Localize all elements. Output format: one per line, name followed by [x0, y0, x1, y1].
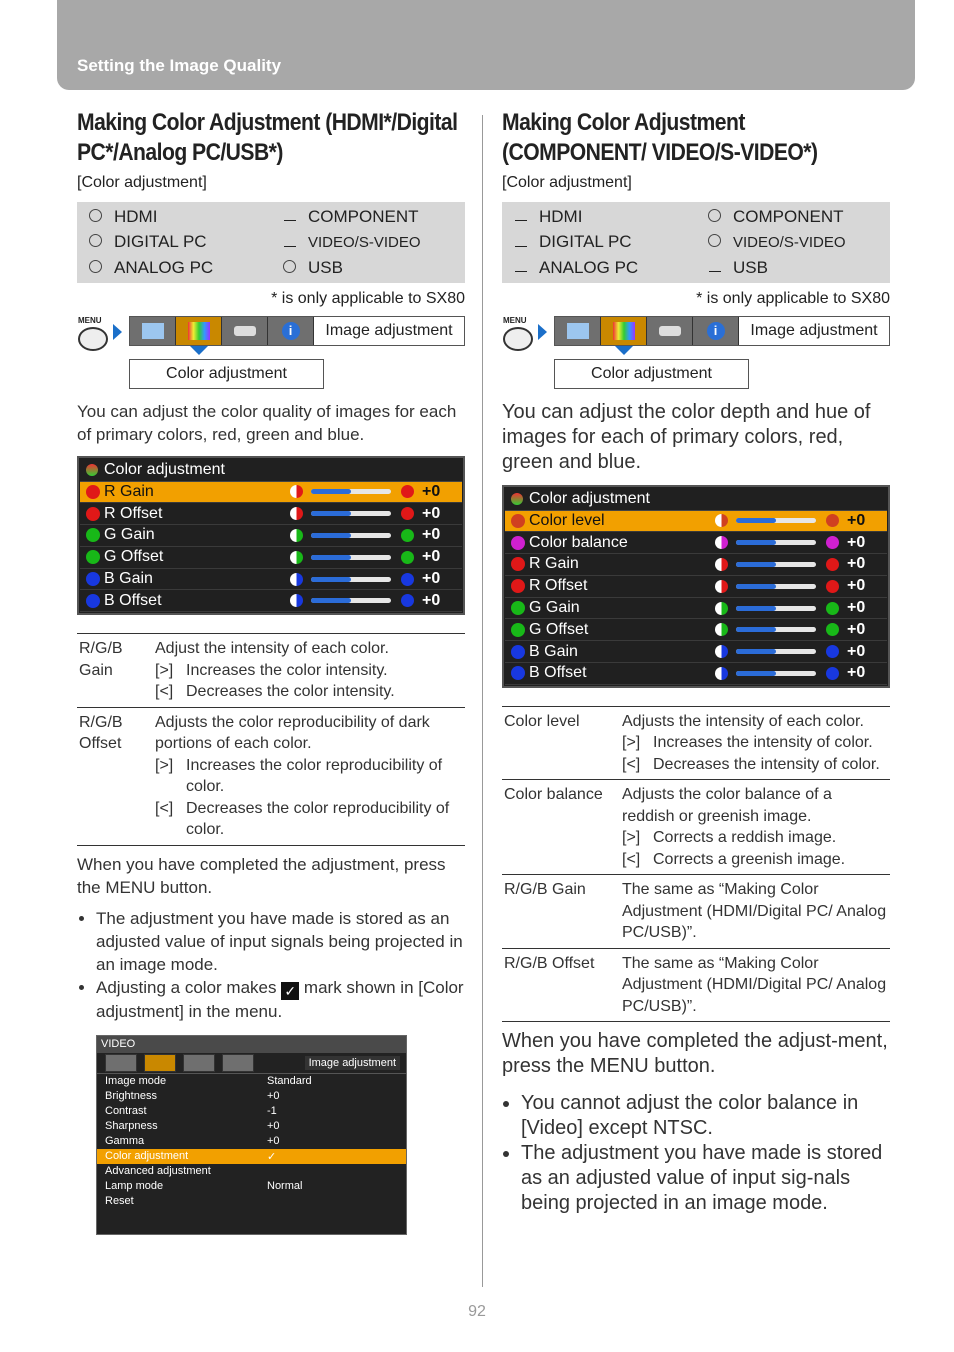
arrow-right-icon — [113, 324, 122, 340]
image-adjustment-tab-label: Image adjustment — [325, 321, 453, 339]
definition-text: The same as “Making Color Adjustment (HDMI/Digital PC/ Analog PC/USB)”. — [622, 954, 887, 1015]
min-level-icon — [715, 602, 728, 615]
level-slider — [311, 489, 391, 494]
min-level-icon — [715, 580, 728, 593]
checkmark-icon: ✓ — [281, 982, 299, 1000]
osd-row — [505, 619, 887, 641]
definition-term: Color balance — [504, 786, 603, 804]
definition-item — [622, 732, 888, 754]
menu-tabs — [554, 316, 890, 346]
color-channel-icon — [86, 507, 100, 521]
video-tab-label: Image adjustment — [305, 1056, 400, 1070]
right-osd-screen — [502, 485, 890, 688]
color-channel-icon — [511, 514, 525, 528]
osd-title — [80, 459, 462, 482]
column-divider — [482, 115, 483, 1287]
min-level-icon — [290, 573, 303, 586]
right-column — [502, 108, 890, 1216]
input-row — [77, 230, 465, 256]
right-bullets — [502, 1091, 890, 1216]
key-symbol: [<] — [622, 850, 641, 868]
osd-title-text: Color adjustment — [104, 460, 225, 478]
key-effect: Decreases the color reproducibility of color. — [186, 799, 450, 839]
osd-item-name: G Offset — [104, 548, 164, 566]
video-menu-item: Contrast — [105, 1105, 147, 1118]
left-note: * is only applicable to SX80 — [271, 289, 465, 307]
max-level-icon — [826, 536, 839, 549]
osd-row — [80, 482, 462, 504]
menu-button-icon — [502, 315, 534, 348]
definition-term: R/G/B Gain — [504, 881, 586, 899]
definition-row — [502, 780, 890, 875]
right-input-table — [502, 202, 890, 283]
right-subhead: [Color adjustment] — [502, 174, 632, 191]
definition-text: Adjusts the intensity of each color. — [622, 712, 864, 730]
max-level-icon — [826, 514, 839, 527]
min-level-icon — [290, 551, 303, 564]
min-level-icon — [290, 529, 303, 542]
right-intro: You can adjust the color depth and hue of images for each of primary colors, red, green and blue. — [502, 400, 871, 473]
definition-item — [155, 681, 463, 703]
video-menu-item: Sharpness — [105, 1120, 158, 1133]
osd-item-value: +0 — [847, 664, 866, 682]
color-adjustment-box: Color adjustment — [554, 359, 749, 389]
left-subhead: [Color adjustment] — [77, 174, 207, 191]
color-adjust-icon — [86, 464, 98, 476]
bullet-item — [96, 976, 465, 1023]
min-level-icon — [715, 558, 728, 571]
max-level-icon — [401, 594, 414, 607]
osd-row — [80, 569, 462, 591]
image-adjustment-tab-label: Image adjustment — [750, 321, 878, 339]
osd-row — [80, 547, 462, 569]
video-menu-row — [97, 1104, 406, 1119]
input-name: ANALOG PC — [114, 257, 214, 277]
level-slider — [736, 606, 816, 611]
circle-icon — [89, 234, 102, 247]
bullet-item: • The adjustment you have made is stored as an adjusted value of input sig-nals being projected in an image mode. — [521, 1141, 890, 1216]
outro-text: When you have completed the adjust-ment, press the — [502, 1030, 888, 1078]
color-channel-icon — [86, 550, 100, 564]
video-menu-item: Gamma — [105, 1135, 145, 1148]
color-channel-icon — [511, 623, 525, 637]
osd-title-text: Color adjustment — [529, 489, 650, 507]
input-name: COMPONENT — [733, 206, 844, 226]
osd-item-name: Color balance — [529, 533, 628, 551]
osd-row — [505, 663, 887, 685]
osd-item-name: G Offset — [529, 620, 589, 638]
right-note: * is only applicable to SX80 — [696, 289, 890, 307]
osd-row — [80, 525, 462, 547]
menu-label: MENU — [503, 315, 527, 325]
input-name: VIDEO/S-VIDEO — [308, 233, 421, 251]
right-definitions-table — [502, 706, 890, 1023]
key-symbol: [>] — [622, 734, 641, 752]
input-row — [77, 255, 465, 281]
info-tab-icon — [222, 1054, 254, 1072]
input-name: HDMI — [114, 206, 158, 226]
level-slider — [311, 555, 391, 560]
video-menu-row — [97, 1164, 406, 1179]
max-level-icon — [826, 580, 839, 593]
definition-text: Adjust the intensity of each color. — [155, 640, 389, 658]
left-definitions-table — [77, 633, 465, 846]
level-slider — [736, 627, 816, 632]
definition-item — [155, 798, 463, 841]
osd-item-value: +0 — [422, 548, 441, 566]
definition-row — [77, 707, 465, 845]
bullet-item: • The adjustment you have made is stored as an adjusted value of input signals being projected in an image mode. — [96, 907, 465, 976]
key-effect: Increases the color reproducibility of color. — [186, 756, 443, 796]
video-menu-item: Color adjustment — [105, 1150, 189, 1163]
key-symbol: [>] — [155, 756, 174, 774]
osd-row — [505, 511, 887, 533]
circle-icon — [283, 260, 296, 273]
bullet-text-end: mark shown in [Color adjustment] in the menu. — [96, 977, 464, 1021]
definition-desc — [153, 634, 465, 708]
left-column — [77, 108, 465, 1235]
min-level-icon — [715, 667, 728, 680]
key-symbol: [<] — [622, 755, 641, 773]
min-level-icon — [290, 594, 303, 607]
input-name: ANALOG PC — [539, 257, 639, 277]
dash-icon — [515, 220, 527, 221]
right-heading: Making Color Adjustment (COMPONENT/ VIDEO/S-VIDEO*) — [502, 109, 818, 166]
max-level-icon — [826, 667, 839, 680]
color-channel-icon — [511, 536, 525, 550]
osd-row — [505, 598, 887, 620]
input-name: DIGITAL PC — [539, 232, 632, 252]
osd-item-name: R Offset — [529, 577, 588, 595]
osd-row — [505, 641, 887, 663]
min-level-icon — [290, 507, 303, 520]
color-channel-icon — [511, 557, 525, 571]
menu-tabs — [129, 316, 465, 346]
video-menu-row — [97, 1089, 406, 1104]
circle-icon — [708, 209, 721, 222]
level-slider — [311, 533, 391, 538]
dash-icon — [515, 271, 527, 272]
video-menu-item: Advanced adjustment — [105, 1165, 211, 1178]
osd-item-value: +0 — [847, 577, 866, 595]
video-menu-row — [97, 1179, 406, 1194]
min-level-icon — [715, 623, 728, 636]
osd-item-name: R Offset — [104, 504, 163, 522]
level-slider — [311, 577, 391, 582]
menu-word: MENU — [589, 1055, 649, 1078]
color-channel-icon — [86, 528, 100, 542]
projector-tab-icon — [222, 317, 268, 345]
key-effect: Decreases the intensity of color. — [653, 755, 880, 773]
video-menu-value: Normal — [267, 1180, 303, 1193]
info-tab-icon: i — [693, 317, 739, 345]
screen-tab-icon — [555, 317, 601, 345]
osd-item-value: +0 — [847, 620, 866, 638]
video-menu-value: ✓ — [267, 1150, 277, 1163]
osd-item-value: +0 — [847, 555, 866, 573]
osd-item-name: G Gain — [529, 599, 580, 617]
video-menu-row — [97, 1134, 406, 1149]
max-level-icon — [401, 573, 414, 586]
projector-tab-icon — [183, 1054, 215, 1072]
osd-item-value: +0 — [847, 599, 866, 617]
page-header — [57, 0, 915, 90]
definition-desc — [620, 706, 890, 780]
key-symbol: [<] — [155, 799, 174, 817]
osd-item-name: Color level — [529, 511, 605, 529]
video-menu-row — [97, 1119, 406, 1134]
video-menu-value: +0 — [267, 1120, 280, 1133]
osd-row — [505, 532, 887, 554]
osd-item-value: +0 — [422, 526, 441, 544]
input-name: HDMI — [539, 206, 583, 226]
input-name: USB — [733, 257, 768, 277]
color-channel-icon — [511, 579, 525, 593]
screen-tab-icon — [130, 317, 176, 345]
info-tab-icon: i — [268, 317, 314, 345]
max-level-icon — [401, 507, 414, 520]
osd-item-value: +0 — [847, 642, 866, 660]
color-channel-icon — [511, 666, 525, 680]
input-name: DIGITAL PC — [114, 232, 207, 252]
video-menu-item: Brightness — [105, 1090, 157, 1103]
osd-item-value: +0 — [422, 570, 441, 588]
osd-row — [505, 576, 887, 598]
definition-item — [155, 660, 463, 682]
definition-text: Adjusts the color balance of a reddish or greenish image. — [622, 786, 832, 825]
osd-item-value: +0 — [847, 511, 866, 529]
video-menu-row — [97, 1074, 406, 1089]
definition-term: Color level — [504, 712, 580, 730]
menu-label: MENU — [78, 315, 102, 325]
video-tabs — [97, 1053, 406, 1074]
dash-icon — [515, 246, 527, 247]
definition-term: R/G/B Offset — [79, 713, 123, 753]
color-adjust-icon — [511, 493, 523, 505]
osd-row — [80, 590, 462, 612]
key-symbol: [<] — [155, 683, 174, 701]
outro-text-end: button. — [648, 1055, 716, 1078]
level-slider — [736, 518, 816, 523]
max-level-icon — [826, 623, 839, 636]
max-level-icon — [401, 529, 414, 542]
osd-item-value: +0 — [422, 504, 441, 522]
level-slider — [736, 540, 816, 545]
circle-icon — [89, 260, 102, 273]
min-level-icon — [715, 514, 728, 527]
key-effect: Increases the intensity of color. — [653, 734, 873, 752]
video-menu-row — [97, 1194, 406, 1209]
video-menu-item: Lamp mode — [105, 1180, 164, 1193]
screen-tab-icon — [105, 1054, 137, 1072]
definition-row — [502, 948, 890, 1022]
left-osd-screen — [77, 456, 465, 616]
projector-tab-icon — [647, 317, 693, 345]
arrow-right-icon — [538, 324, 547, 340]
input-name: USB — [308, 257, 343, 277]
outro-text: When you have completed the adjustment, press the — [77, 854, 446, 897]
osd-title — [505, 488, 887, 511]
osd-item-name: B Gain — [529, 642, 578, 660]
input-name: VIDEO/S-VIDEO — [733, 233, 846, 251]
video-title: VIDEO — [97, 1036, 406, 1053]
definition-row — [502, 706, 890, 780]
dash-icon — [284, 220, 296, 221]
menu-word: MENU — [105, 877, 156, 897]
osd-item-name: B Offset — [529, 664, 587, 682]
video-menu-row — [97, 1149, 406, 1164]
osd-item-name: B Gain — [104, 570, 153, 588]
left-bullets — [77, 907, 465, 1023]
definition-item — [622, 849, 888, 871]
menu-button-icon — [77, 315, 109, 348]
max-level-icon — [401, 551, 414, 564]
color-tab-icon — [601, 317, 647, 345]
level-slider — [311, 511, 391, 516]
left-heading: Making Color Adjustment (HDMI*/Digital PC*/Analog PC/USB*) — [77, 109, 458, 166]
color-channel-icon — [86, 485, 100, 499]
outro-text-end: button. — [155, 877, 213, 897]
osd-item-value: +0 — [422, 482, 441, 500]
left-menu-path — [77, 316, 465, 396]
level-slider — [736, 649, 816, 654]
input-row — [502, 204, 890, 230]
key-symbol: [>] — [622, 829, 641, 847]
key-effect: Corrects a greenish image. — [653, 850, 846, 868]
min-level-icon — [715, 536, 728, 549]
min-level-icon — [290, 485, 303, 498]
input-row — [502, 230, 890, 256]
video-menu-screenshot — [96, 1035, 407, 1235]
dash-icon — [709, 271, 721, 272]
definition-desc — [620, 780, 890, 875]
circle-icon — [89, 209, 102, 222]
color-channel-icon — [511, 645, 525, 659]
input-row — [502, 255, 890, 281]
definition-row — [502, 875, 890, 949]
circle-icon — [708, 234, 721, 247]
definition-text: Adjusts the color reproducibility of dark portions of each color. — [155, 713, 430, 753]
definition-term: R/G/B Offset — [504, 954, 595, 972]
video-menu-value: -1 — [267, 1105, 277, 1118]
page-number: 92 — [468, 1303, 486, 1320]
color-channel-icon — [511, 601, 525, 615]
left-input-table — [77, 202, 465, 283]
max-level-icon — [826, 558, 839, 571]
osd-item-value: +0 — [847, 533, 866, 551]
arrow-down-icon — [190, 346, 208, 355]
max-level-icon — [401, 485, 414, 498]
arrow-down-icon — [615, 346, 633, 355]
bullet-text: Adjusting a color makes — [96, 977, 282, 997]
video-menu-value: Standard — [267, 1075, 312, 1088]
level-slider — [736, 562, 816, 567]
color-adjustment-box: Color adjustment — [129, 359, 324, 389]
level-slider — [736, 584, 816, 589]
video-menu-item: Reset — [105, 1195, 134, 1208]
definition-row — [77, 634, 465, 708]
input-row — [77, 204, 465, 230]
osd-row — [505, 554, 887, 576]
osd-item-name: G Gain — [104, 526, 155, 544]
osd-item-name: R Gain — [529, 555, 579, 573]
key-effect: Decreases the color intensity. — [186, 683, 395, 701]
left-outro — [77, 853, 465, 899]
video-menu-item: Image mode — [105, 1075, 167, 1088]
definition-item — [622, 754, 888, 776]
level-slider — [736, 671, 816, 676]
max-level-icon — [826, 602, 839, 615]
section-title: Setting the Image Quality — [77, 56, 282, 75]
color-tab-icon — [144, 1054, 176, 1072]
definition-item — [155, 755, 463, 798]
max-level-icon — [826, 645, 839, 658]
input-name: COMPONENT — [308, 206, 419, 226]
key-effect: Corrects a reddish image. — [653, 829, 837, 847]
definition-desc — [620, 875, 890, 949]
osd-item-name: R Gain — [104, 482, 154, 500]
level-slider — [311, 598, 391, 603]
osd-row — [80, 503, 462, 525]
color-tab-icon — [176, 317, 222, 345]
dash-icon — [284, 246, 296, 247]
definition-term: R/G/B Gain — [79, 640, 123, 679]
color-channel-icon — [86, 594, 100, 608]
definition-item — [622, 827, 888, 849]
video-menu-value: +0 — [267, 1090, 280, 1103]
left-intro: You can adjust the color quality of images for each of primary colors, red, green and blue. — [77, 401, 457, 444]
definition-text: The same as “Making Color Adjustment (HDMI/Digital PC/ Analog PC/USB)”. — [622, 881, 887, 942]
min-level-icon — [715, 645, 728, 658]
key-effect: Increases the color intensity. — [186, 661, 388, 679]
osd-item-value: +0 — [422, 591, 441, 609]
osd-item-name: B Offset — [104, 591, 162, 609]
key-symbol: [>] — [155, 661, 174, 679]
right-menu-path — [502, 316, 890, 396]
definition-desc — [620, 948, 890, 1022]
color-channel-icon — [86, 572, 100, 586]
definition-desc — [153, 707, 465, 845]
bullet-item: • You cannot adjust the color balance in [Video] except NTSC. — [521, 1091, 890, 1141]
right-outro — [502, 1029, 890, 1079]
video-menu-value: +0 — [267, 1135, 280, 1148]
